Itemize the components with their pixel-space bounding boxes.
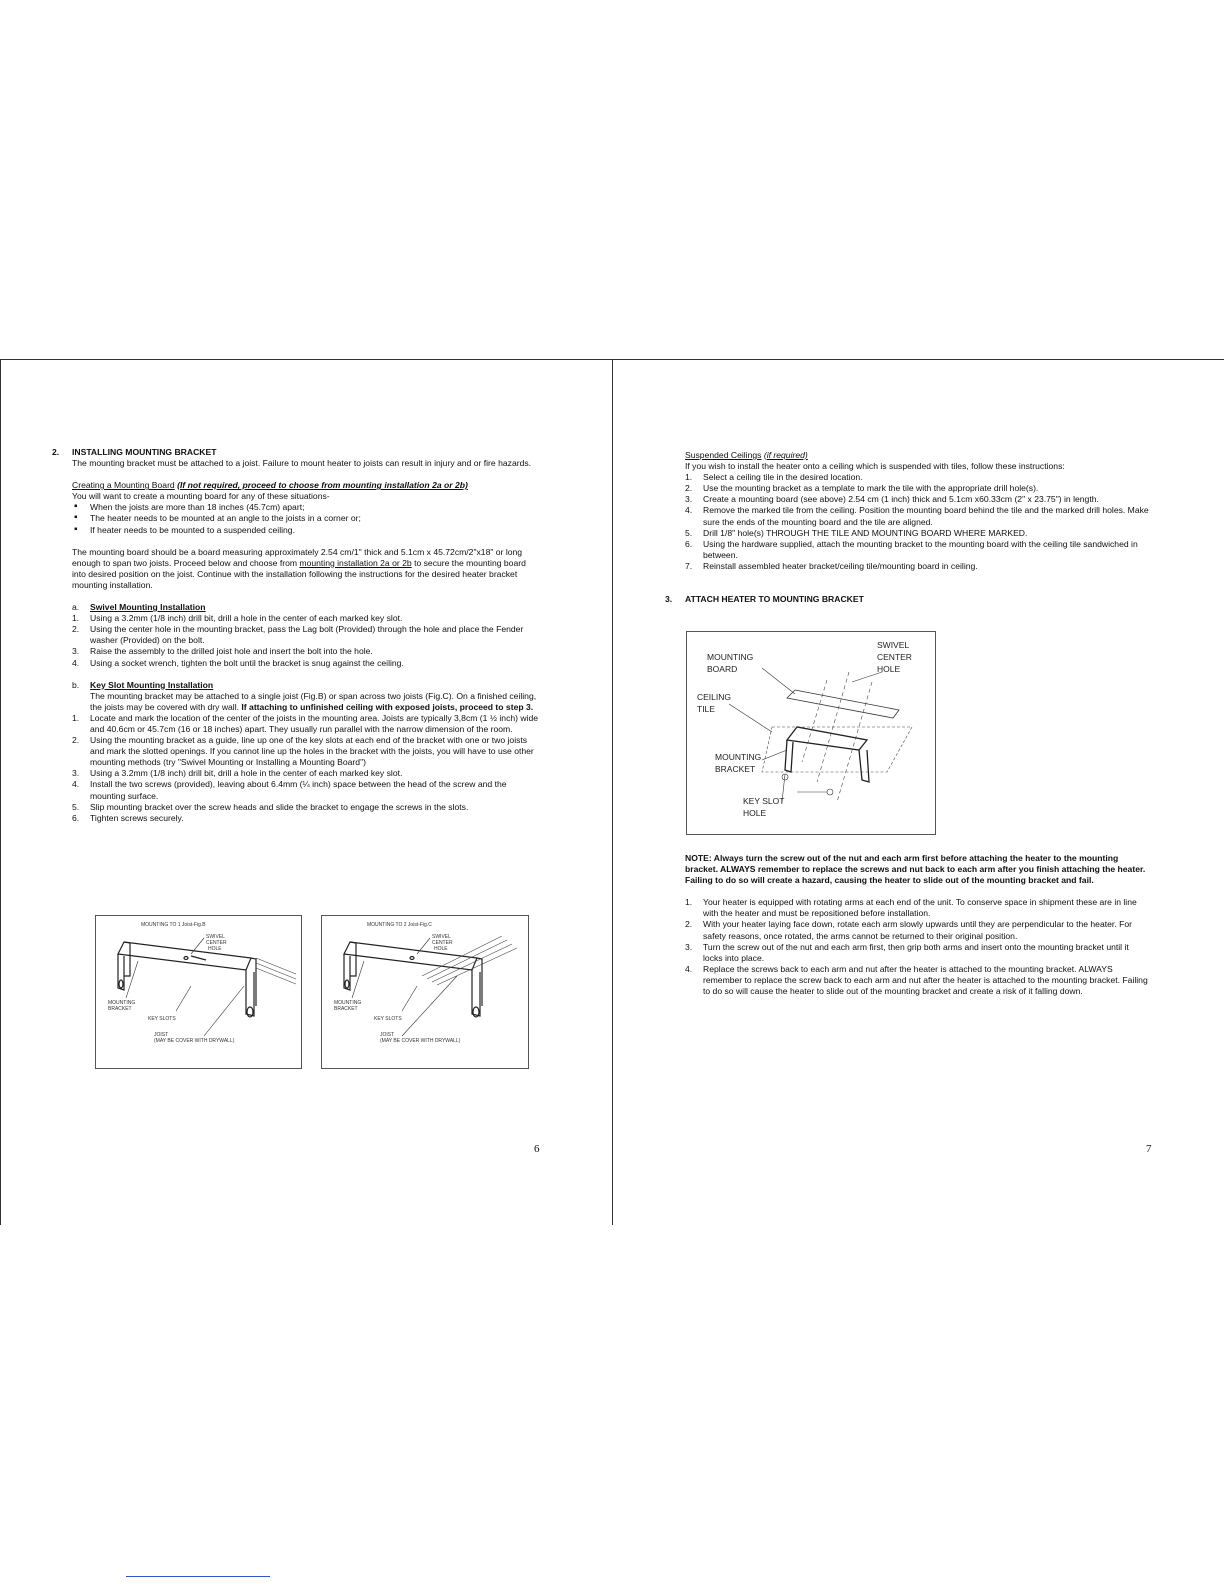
page-number-left: 6 <box>534 1143 540 1155</box>
label-joist-2: (MAY BE COVER WITH DRYWALL) <box>154 1038 235 1044</box>
step-item: 3. Raise the assembly to the drilled joist hole and insert the bolt into the hole. <box>72 646 373 657</box>
step-item: 2. Use the mounting bracket as a template to mark the tile with the appropriate drill hole(s). <box>685 483 1039 494</box>
page-number-right: 7 <box>1146 1143 1152 1155</box>
bracket-drawing <box>344 942 482 1017</box>
subsection-b-intro: The mounting bracket may be attached to a single joist (Fig.B) or span across two joists (Fig.C). On a finished ceiling, the joists may be covered with dry wall. If attaching to unfinished ceiling with exposed joists, proceed to step 3. <box>90 690 537 712</box>
joist-lines <box>256 958 296 984</box>
label-tile-2: TILE <box>697 704 715 714</box>
bullet-item: ▪ The heater needs to be mounted at an angle to the joists in a corner or; <box>74 512 361 524</box>
figure-attach-drawing <box>687 632 935 834</box>
step-item: 6. Using the hardware supplied, attach the mounting bracket to the mounting board with the ceiling tile sandwiched in between. <box>685 538 1138 560</box>
board-drawing <box>787 690 899 718</box>
step-item: 5. Drill 1/8" hole(s) THROUGH THE TILE AND MOUNTING BOARD WHERE MARKED. <box>685 527 1028 538</box>
label-swivel-3: HOLE <box>877 664 901 674</box>
label-tile-1: CEILING <box>697 692 732 702</box>
label-bracket-1: MOUNTING <box>108 1000 136 1006</box>
label-keyslot-1: KEY SLOT <box>743 796 785 806</box>
installation-link[interactable]: mounting installation 2a or 2b <box>299 557 412 568</box>
step-item: 1. Your heater is equipped with rotating arms at each end of the unit. To conserve space in shipment these are in line with the heater and must be repositioned before installation. <box>685 897 1137 919</box>
step-item: 7. Reinstall assembled heater bracket/ceiling tile/mounting board in ceiling. <box>685 560 978 571</box>
bottom-link-line <box>126 1576 270 1577</box>
label-joist-1: JOIST <box>380 1032 395 1038</box>
section-3-heading: 3. ATTACH HEATER TO MOUNTING BRACKET <box>665 594 864 605</box>
figure-c-title: MOUNTING TO 2 Joist-Fig.C <box>367 922 432 928</box>
step-item: 2. With your heater laying face down, rotate each arm slowly upwards until they are perpendicular to the heater. For safety reasons, once rotated, the arms cannot be returned to their original position. <box>685 919 1132 941</box>
tile-drawing <box>762 727 912 772</box>
step-item: 4. Using a socket wrench, tighten the bolt until the bracket is snug against the ceiling. <box>72 657 404 668</box>
label-swivel-3: HOLE <box>208 946 222 952</box>
label-swivel-2: CENTER <box>877 652 912 662</box>
board-intro: You will want to create a mounting board for any of these situations- <box>72 491 330 502</box>
intro-text: The mounting bracket must be attached to a joist. Failure to mount heater to joists can result in injury and or fire hazards. <box>72 458 532 469</box>
label-joist-2: (MAY BE COVER WITH DRYWALL) <box>380 1038 461 1044</box>
step-item: 1. Locate and mark the location of the center of the joists in the mounting area. Joists are typically 3,8cm (1 ½ inch) wide and 40.6cm or 45.7cm (16 or 18 inches) apart. They usually run parallel with the narrow dimension of the room. <box>72 712 539 734</box>
right-page <box>665 450 1161 605</box>
label-bracket-2: BRACKET <box>334 1006 358 1012</box>
step-item: 4. Install the two screws (provided), leaving about 6.4mm (¼ inch) space between the head of the screw and the mounting surface. <box>72 779 507 801</box>
subsection-b-heading: b. Key Slot Mounting Installation <box>72 679 214 690</box>
figure-b <box>95 915 302 1069</box>
label-swivel-1: SWIVEL <box>432 934 451 940</box>
board-heading: Creating a Mounting Board (If not required, proceed to choose from mounting installation 2a or 2b) <box>72 480 468 491</box>
suspended-intro: If you wish to install the heater onto a ceiling which is suspended with tiles, follow these instructions: <box>685 461 1065 472</box>
left-edge-line <box>0 359 1 1225</box>
step-item: 4. Replace the screws back to each arm and nut after the heater is attached to the mounting bracket. ALWAYS remember to replace the screw back to each arm and nut after the heater is attached to the mounting bracket. Failing to do so will cause the heater to slide out of the mounting bracket and create a risk of it falling down. <box>685 963 1148 997</box>
step-item: 3. Turn the screw out of the nut and each arm first, then grip both arms and insert onto the mounting bracket until it locks into place. <box>685 941 1129 963</box>
label-swivel-3: HOLE <box>434 946 448 952</box>
board-paragraph: The mounting board should be a board measuring approximately 2.54 cm/1" thick and 5.1cm x 45.72cm/2"x18" or long enough to span two joists. Proceed below and choose from mounting installation 2a or 2b to secure the mounting board into desired position on the joist. Continue with the installation following the instructions for the desired heater bracket mounting installation. <box>72 546 526 590</box>
step-item: 1. Select a ceiling tile in the desired location. <box>685 472 863 483</box>
figure-c <box>321 915 529 1069</box>
subsection-a-heading: a. Swivel Mounting Installation <box>72 602 206 613</box>
label-bracket-2: BRACKET <box>715 764 756 774</box>
section-2-heading: 2. INSTALLING MOUNTING BRACKET <box>52 447 217 457</box>
step-item: 1. Using a 3.2mm (1/8 inch) drill bit, drill a hole in the center of each marked key slot. <box>72 613 403 624</box>
label-swivel-2: CENTER <box>432 940 453 946</box>
step-item: 2. Using the center hole in the mounting bracket, pass the Lag bolt (Provided) through the hole and place the Fender washer (Provided) on the bolt. <box>72 624 524 646</box>
step-item: 6. Tighten screws securely. <box>72 812 184 823</box>
label-joist-1: JOIST <box>154 1032 169 1038</box>
figure-attach <box>686 631 936 835</box>
step-item: 3. Using a 3.2mm (1/8 inch) drill bit, drill a hole in the center of each marked key slot. <box>72 768 403 779</box>
label-bracket-1: MOUNTING <box>715 752 762 762</box>
label-keyslot-2: HOLE <box>743 808 767 818</box>
left-page <box>52 447 542 824</box>
step-item: 2. Using the mounting bracket as a guide, line up one of the key slots at each end of the bracket with one or two joists and mark the slotted openings. If you cannot line up the holes in the bracket with the joists, you will have to use other mounting methods (try "Swivel Mounting or Installing a Mounting Board") <box>72 735 534 768</box>
label-board-2: BOARD <box>707 664 738 674</box>
label-board-1: MOUNTING <box>707 652 754 662</box>
bracket-drawing <box>785 727 869 782</box>
bullet-item: ▪ If heater needs to be mounted to a suspended ceiling. <box>74 523 295 535</box>
label-keyslots: KEY SLOTS <box>148 1016 176 1022</box>
label-swivel-2: CENTER <box>206 940 227 946</box>
figure-b-drawing <box>96 916 301 1068</box>
label-swivel-1: SWIVEL <box>206 934 225 940</box>
note-text: NOTE: Always turn the screw out of the nut and each arm first before attaching the heater to the mounting bracket. ALWAYS remember to replace the screws and nut back to each arm after you finish attaching the heater. Failing to do so will create a hazard, causing the heater to slide out of the mounting bracket and fail. <box>685 853 1146 886</box>
label-swivel-1: SWIVEL <box>877 640 910 650</box>
step-item: 3. Create a mounting board (see above) 2.54 cm (1 inch) thick and 5.1cm x60.33cm (2" x 23.75") in length. <box>685 494 1099 505</box>
step-item: 5. Slip mounting bracket over the screw heads and slide the bracket to engage the screws in the slots. <box>72 801 469 812</box>
bullet-item: ▪ When the joists are more than 18 inches (45.7cm) apart; <box>74 501 305 513</box>
figure-b-title: MOUNTING TO 1 Joist-Fig.B <box>141 922 206 928</box>
label-bracket-1: MOUNTING <box>334 1000 362 1006</box>
suspended-heading: Suspended Ceilings (if required) <box>685 450 808 460</box>
label-bracket-2: BRACKET <box>108 1006 132 1012</box>
figure-c-drawing <box>322 916 528 1068</box>
bracket-drawing <box>118 942 256 1017</box>
section-2-body <box>52 458 542 502</box>
right-page-lower <box>685 853 1149 997</box>
page-divider <box>612 359 613 1225</box>
label-keyslots: KEY SLOTS <box>374 1016 402 1022</box>
keyslot-circle <box>827 789 833 795</box>
step-item: 4. Remove the marked tile from the ceiling. Position the mounting board behind the tile and the marked drill holes. Make sure the ends of the mounting board and the tile are aligned. <box>685 505 1149 527</box>
